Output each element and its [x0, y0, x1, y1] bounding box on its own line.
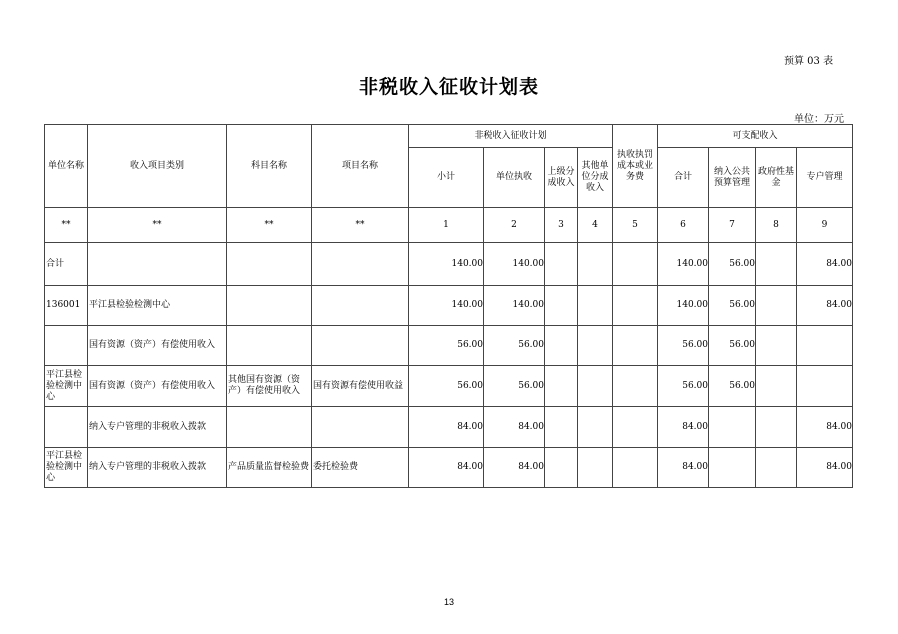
cell-c9: 84.00: [797, 448, 853, 488]
cell-c1: 140.00: [409, 286, 484, 326]
cell-c7: [709, 448, 756, 488]
cell-c4: [578, 326, 613, 366]
cell-unit: 平江县检验检测中心: [45, 366, 88, 407]
cell-unit: 平江县检验检测中心: [45, 448, 88, 488]
cell-c7: 56.00: [709, 366, 756, 407]
header-unit-collect: 单位执收: [484, 148, 545, 208]
cell-c8: [756, 448, 797, 488]
cell-project: [312, 407, 409, 448]
header-subject-name: 科目名称: [227, 125, 312, 208]
cell-c8: [756, 407, 797, 448]
table-number: 预算 03 表: [784, 56, 834, 67]
cell-c9: [797, 326, 853, 366]
cell-unit: 136001: [45, 286, 88, 326]
cell-c2: 140.00: [484, 286, 545, 326]
cell-c4: [578, 407, 613, 448]
cell-c2: 140.00: [484, 243, 545, 286]
cell-c6: 140.00: [658, 286, 709, 326]
cell-c4: [578, 448, 613, 488]
cell-c6: 84.00: [658, 448, 709, 488]
cell-c1: 84.00: [409, 448, 484, 488]
cell-c5: [613, 243, 658, 286]
cell-c5: [613, 286, 658, 326]
index-cell: 8: [756, 208, 797, 243]
cell-c1: 140.00: [409, 243, 484, 286]
cell-c5: [613, 366, 658, 407]
header-project-name: 项目名称: [312, 125, 409, 208]
header-enforcement-cost: 执收执罚成本或业务费: [613, 125, 658, 208]
index-cell: 7: [709, 208, 756, 243]
cell-type: 国有资源（资产）有偿使用收入: [88, 326, 227, 366]
cell-c4: [578, 286, 613, 326]
header-total: 合计: [658, 148, 709, 208]
cell-project: [312, 243, 409, 286]
cell-c6: 56.00: [658, 366, 709, 407]
cell-c1: 56.00: [409, 366, 484, 407]
header-special-account: 专户管理: [797, 148, 853, 208]
cell-c9: 84.00: [797, 286, 853, 326]
index-cell: 3: [545, 208, 578, 243]
table-row: [45, 286, 853, 326]
header-revenue-type: 收入项目类别: [88, 125, 227, 208]
index-cell: 2: [484, 208, 545, 243]
index-cell: 5: [613, 208, 658, 243]
cell-c6: 56.00: [658, 326, 709, 366]
cell-c7: [709, 407, 756, 448]
cell-c7: 56.00: [709, 286, 756, 326]
cell-c2: 84.00: [484, 407, 545, 448]
header-superior-share: 上级分成收入: [545, 148, 578, 208]
table-row: [45, 366, 853, 407]
cell-project: 国有资源有偿使用收益: [312, 366, 409, 407]
cell-subject: [227, 243, 312, 286]
table-row: [45, 407, 853, 448]
cell-subject: [227, 326, 312, 366]
cell-c4: [578, 366, 613, 407]
cell-c9: 84.00: [797, 243, 853, 286]
index-row: [45, 208, 853, 243]
page-number: 13: [443, 597, 454, 607]
table-row: [45, 243, 853, 286]
header-other-share: 其他单位分成收入: [578, 148, 613, 208]
cell-c3: [545, 448, 578, 488]
cell-c2: 56.00: [484, 326, 545, 366]
cell-c6: 84.00: [658, 407, 709, 448]
header-plan-group: 非税收入征收计划: [409, 125, 613, 148]
cell-type: 平江县检验检测中心: [88, 286, 227, 326]
index-cell: 1: [409, 208, 484, 243]
table-row: [45, 448, 853, 488]
cell-unit: [45, 326, 88, 366]
index-cell: **: [45, 208, 88, 243]
cell-project: [312, 326, 409, 366]
cell-type: [88, 243, 227, 286]
unit-label: 单位：万元: [794, 114, 844, 125]
index-cell: **: [312, 208, 409, 243]
cell-c2: 84.00: [484, 448, 545, 488]
cell-subject: 其他国有资源（资产）有偿使用收入: [227, 366, 312, 407]
page-title: 非税收入征收计划表: [358, 76, 539, 98]
header-public-budget: 纳入公共预算管理: [709, 148, 756, 208]
cell-project: [312, 286, 409, 326]
cell-c5: [613, 448, 658, 488]
cell-unit: [45, 407, 88, 448]
cell-c8: [756, 243, 797, 286]
index-cell: **: [227, 208, 312, 243]
index-cell: 9: [797, 208, 853, 243]
header-disposable-group: 可支配收入: [658, 125, 853, 148]
header-gov-fund: 政府性基金: [756, 148, 797, 208]
cell-subject: 产品质量监督检验费: [227, 448, 312, 488]
cell-c1: 56.00: [409, 326, 484, 366]
header-unit-name: 单位名称: [45, 125, 88, 208]
cell-c5: [613, 326, 658, 366]
cell-c8: [756, 286, 797, 326]
cell-c3: [545, 326, 578, 366]
cell-c2: 56.00: [484, 366, 545, 407]
index-cell: **: [88, 208, 227, 243]
cell-type: 纳入专户管理的非税收入拨款: [88, 407, 227, 448]
cell-c5: [613, 407, 658, 448]
index-cell: 6: [658, 208, 709, 243]
cell-unit: 合计: [45, 243, 88, 286]
cell-c3: [545, 286, 578, 326]
cell-c9: [797, 366, 853, 407]
cell-type: 纳入专户管理的非税收入拨款: [88, 448, 227, 488]
table-row: [45, 326, 853, 366]
cell-c6: 140.00: [658, 243, 709, 286]
cell-c3: [545, 407, 578, 448]
cell-c4: [578, 243, 613, 286]
cell-c7: 56.00: [709, 243, 756, 286]
index-cell: 4: [578, 208, 613, 243]
cell-c8: [756, 366, 797, 407]
cell-c8: [756, 326, 797, 366]
cell-project: 委托检验费: [312, 448, 409, 488]
cell-c7: 56.00: [709, 326, 756, 366]
cell-c1: 84.00: [409, 407, 484, 448]
cell-subject: [227, 286, 312, 326]
cell-type: 国有资源（资产）有偿使用收入: [88, 366, 227, 407]
cell-c3: [545, 366, 578, 407]
header-subtotal: 小计: [409, 148, 484, 208]
cell-subject: [227, 407, 312, 448]
cell-c9: 84.00: [797, 407, 853, 448]
revenue-plan-table: [44, 124, 853, 488]
cell-c3: [545, 243, 578, 286]
